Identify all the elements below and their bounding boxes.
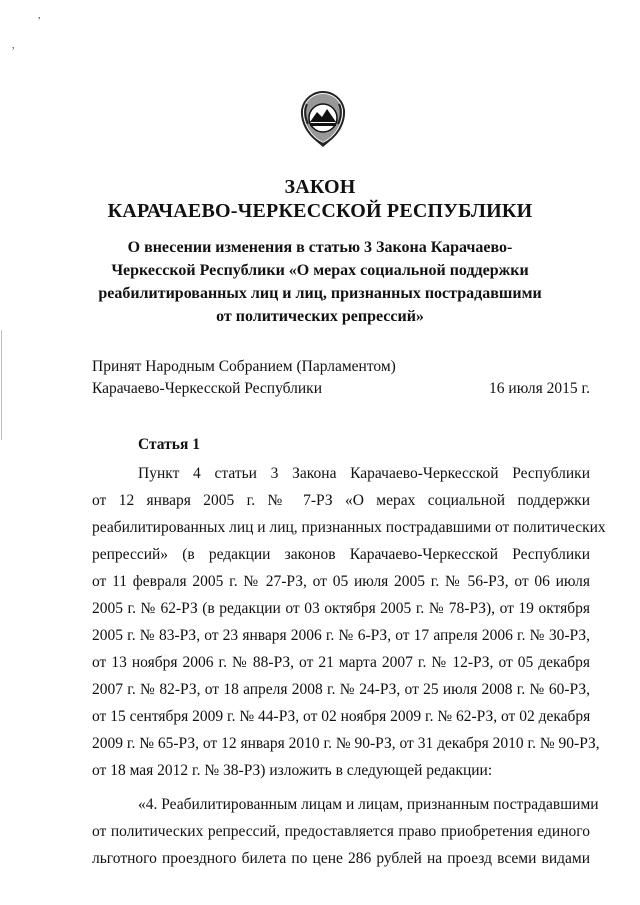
law-subtitle-line: от политических репрессий» <box>216 308 424 325</box>
law-title-republic: КАРАЧАЕВО-ЧЕРКЕССКОЙ РЕСПУБЛИКИ <box>107 200 533 222</box>
article-text-line: 2007 г. № 82-РЗ, от 18 апреля 2008 г. № 24-РЗ, от 25 июля 2008 г. № 60-РЗ, <box>92 681 590 698</box>
law-subtitle-line: О внесении изменения в статью 3 Закона Карачаево- <box>127 239 513 256</box>
coat-of-arms-icon <box>298 88 348 148</box>
article-text-line: репрессий» (в редакции законов Карачаево-Черкесской Республики <box>92 546 590 563</box>
article-text-line: от 18 мая 2012 г. № 38-РЗ) изложить в следующей редакции: <box>92 762 493 779</box>
adoption-date: 16 июля 2015 г. <box>489 380 590 397</box>
article-text-line: реабилитированных лиц и лиц, признанных пострадавшими от политических <box>92 519 606 536</box>
law-subtitle-line: реабилитированных лиц и лиц, признанных пострадавшими <box>98 285 542 302</box>
article-heading: Статья 1 <box>138 436 200 453</box>
scan-mark: , <box>12 40 15 51</box>
article-text-line: «4. Реабилитированным лицам и лицам, признанным пострадавшими <box>138 796 599 813</box>
article-text-line: 2005 г. № 62-РЗ (в редакции от 03 октября 2005 г. № 78-РЗ), от 19 октября <box>92 600 590 617</box>
article-text-line: льготного проездного билета по цене 286 рублей на проезд всеми видами <box>92 850 590 867</box>
article-text-line: от 12 января 2005 г. № 7-РЗ «О мерах социальной поддержки <box>92 492 590 509</box>
article-text-line: 2005 г. № 83-РЗ, от 23 января 2006 г. № 6-РЗ, от 17 апреля 2006 г. № 30-РЗ, <box>92 627 590 644</box>
law-title: ЗАКОН <box>284 176 356 198</box>
article-text-line: от 11 февраля 2005 г. № 27-РЗ, от 05 июля 2005 г. № 56-РЗ, от 06 июля <box>92 573 590 590</box>
adoption-line: Карачаево-Черкесской Республики <box>92 380 322 397</box>
article-text-line: 2009 г. № 65-РЗ, от 12 января 2010 г. № 90-РЗ, от 31 декабря 2010 г. № 90-РЗ, <box>92 735 600 752</box>
law-subtitle-line: Черкесской Республики «О мерах социальной поддержки <box>111 262 529 279</box>
article-text-line: от 13 ноября 2006 г. № 88-РЗ, от 21 марта 2007 г. № 12-РЗ, от 05 декабря <box>92 654 590 671</box>
article-text-line: Пункт 4 статьи 3 Закона Карачаево-Черкесской Республики <box>138 465 590 482</box>
article-text-line: от политических репрессий, предоставляется право приобретения единого <box>92 823 590 840</box>
scan-mark: , <box>38 10 41 21</box>
adoption-line: Принят Народным Собранием (Парламентом) <box>92 358 396 375</box>
article-text-line: от 15 сентября 2009 г. № 44-РЗ, от 02 ноября 2009 г. № 62-РЗ, от 02 декабря <box>92 708 591 725</box>
scan-edge-line <box>1 330 2 440</box>
